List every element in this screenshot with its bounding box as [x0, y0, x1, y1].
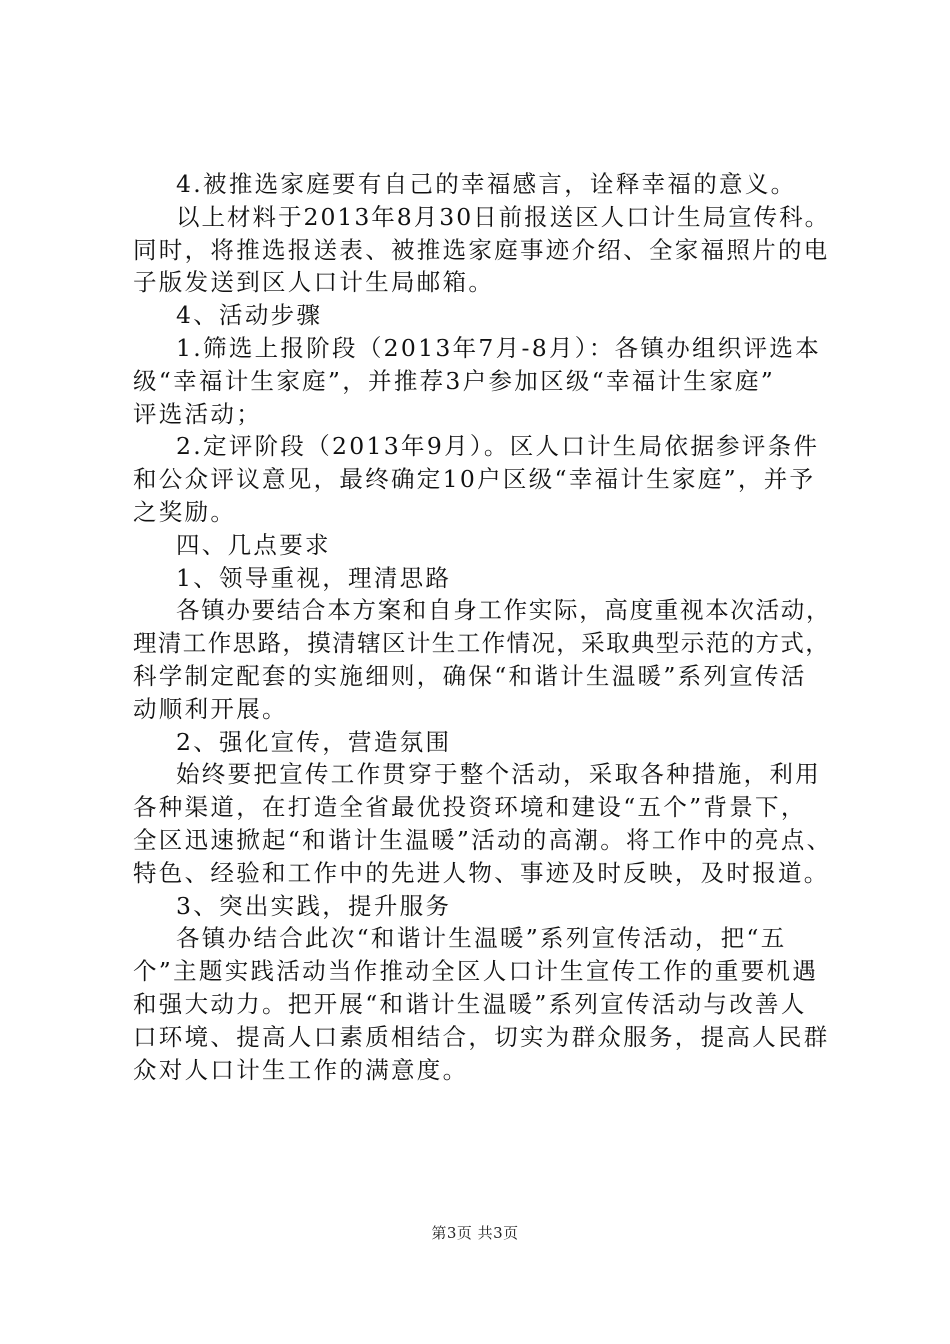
text-line: 四、几点要求	[176, 530, 331, 559]
text-line: 2.定评阶段（2013年9月）。区人口计生局依据参评条件	[176, 432, 820, 461]
text-line: 和公众评议意见，最终确定10户区级“幸福计生家庭”，并予	[133, 465, 816, 494]
text-line: 全区迅速掀起“和谐计生温暖”活动的高潮。将工作中的亮点、	[133, 825, 833, 854]
text-line: 1、领导重视，理清思路	[176, 563, 452, 592]
text-line: 子版发送到区人口计生局邮箱。	[133, 268, 495, 297]
text-line: 之奖励。	[133, 497, 237, 526]
text-line: 科学制定配套的实施细则，确保“和谐计生温暖”系列宣传活	[133, 661, 807, 690]
text-line: 3、突出实践，提升服务	[176, 891, 452, 920]
text-line: 个”主题实践活动当作推动全区人口计生宣传工作的重要机遇	[133, 957, 819, 986]
text-line: 始终要把宣传工作贯穿于整个活动，采取各种措施，利用	[176, 760, 821, 789]
text-line: 以上材料于2013年8月30日前报送区人口计生局宣传科。	[176, 202, 831, 231]
text-line: 各镇办要结合本方案和自身工作实际，高度重视本次活动，	[176, 596, 832, 625]
text-line: 各种渠道，在打造全省最优投资环境和建设“五个”背景下，	[133, 793, 807, 822]
text-line: 动顺利开展。	[133, 694, 288, 723]
text-line: 级“幸福计生家庭”，并推荐3户参加区级“幸福计生家庭”	[133, 366, 776, 395]
text-line: 理清工作思路，摸清辖区计生工作情况，采取典型示范的方式，	[133, 629, 831, 658]
text-line: 同时，将推选报送表、被推选家庭事迹介绍、全家福照片的电	[133, 235, 830, 264]
text-line: 和强大动力。把开展“和谐计生温暖”系列宣传活动与改善人	[133, 989, 807, 1018]
page-footer: 第3页 共3页	[431, 1224, 519, 1242]
text-line: 各镇办结合此次“和谐计生温暖”系列宣传活动，把“五	[176, 924, 787, 953]
document-body	[133, 168, 833, 1086]
text-line: 1.筛选上报阶段（2013年7月-8月）：各镇办组织评选本	[176, 333, 822, 362]
text-line: 2、强化宣传，营造氛围	[176, 727, 452, 756]
text-line: 评选活动；	[133, 399, 262, 428]
text-line: 特色、经验和工作中的先进人物、事迹及时反映，及时报道。	[133, 858, 830, 887]
text-line: 众对人口计生工作的满意度。	[133, 1055, 469, 1084]
text-line: 口环境、提高人口素质相结合，切实为群众服务，提高人民群	[133, 1022, 830, 1051]
text-line: 4、活动步骤	[176, 301, 323, 330]
text-line: 4.被推选家庭要有自己的幸福感言，诠释幸福的意义。	[176, 170, 797, 198]
